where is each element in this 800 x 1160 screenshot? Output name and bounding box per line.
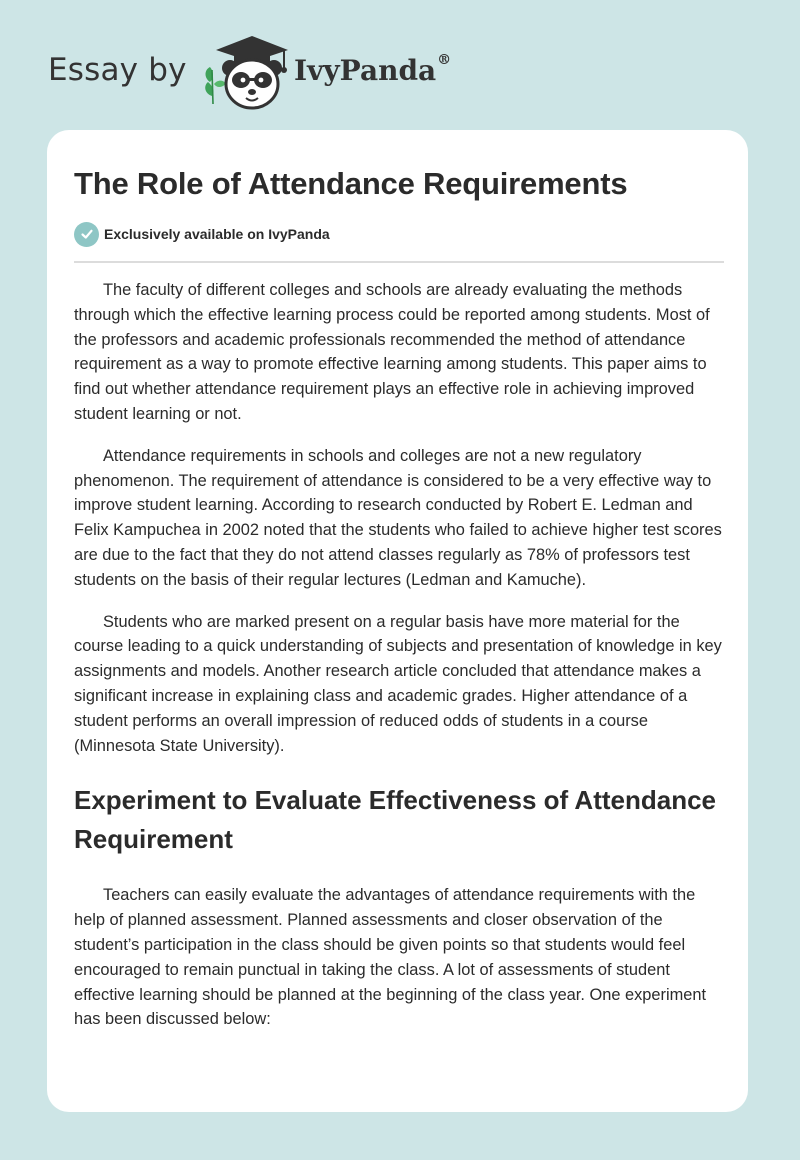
- site-header: [48, 30, 548, 110]
- brand-logo-text: [294, 54, 451, 87]
- page-title: The Role of Attendance Requirements: [74, 166, 628, 201]
- check-circle-icon: [74, 222, 99, 247]
- panda-graduate-icon: [200, 34, 296, 112]
- paragraph: Students who are marked present on a regular basis have more material for the course leading to a quick understanding of subjects and presentation of knowledge in key assignments and models. Another research article concluded that attendance makes a significant increase in explaining class and academic grades. Higher attendance of a student performs an overall impression of reduced odds of students in a course (Minnesota State University).: [74, 612, 722, 755]
- paragraph: Attendance requirements in schools and colleges are not a new regulatory phenomenon. The requirement of attendance is considered to be a very effective way to improve student learning. According to research conducted by Robert E. Ledman and Felix Kampuchea in 2002 noted that the students who failed to achieve higher test scores are due to the fact that they do not attend classes regularly as 78% of professors test students on the basis of their regular lectures (Ledman and Kamuche).: [74, 446, 722, 589]
- trademark-symbol: ®: [437, 52, 452, 68]
- exclusive-badge-label: Exclusively available on IvyPanda: [104, 226, 330, 242]
- essay-body: [74, 278, 724, 1049]
- essay-by-label: Essay by: [48, 52, 187, 88]
- brand-name: IvyPanda: [294, 54, 437, 87]
- essay-card: [47, 130, 748, 1112]
- exclusive-badge: [74, 221, 330, 247]
- paragraph: Teachers can easily evaluate the advantages of attendance requirements with the help of planned assessment. Planned assessments and closer observation of the student’s participation in the class should be given points so that students would feel encouraged to remain punctual in taking the class. A lot of assessments of student effective learning should be planned at the beginning of the class year. One experiment has been discussed below:: [74, 886, 707, 1029]
- paragraph: The faculty of different colleges and schools are already evaluating the methods through which the effective learning process could be reported among students. Most of the professors and academic professionals recommended the method of attendance requirement as a way to promote effective learning among students. This paper aims to find out whether attendance requirement plays an effective role in achieving improved student learning or not.: [74, 281, 710, 423]
- section-heading: Experiment to Evaluate Effectiveness of Attendance Requirement: [74, 785, 717, 855]
- title-divider: [74, 261, 724, 263]
